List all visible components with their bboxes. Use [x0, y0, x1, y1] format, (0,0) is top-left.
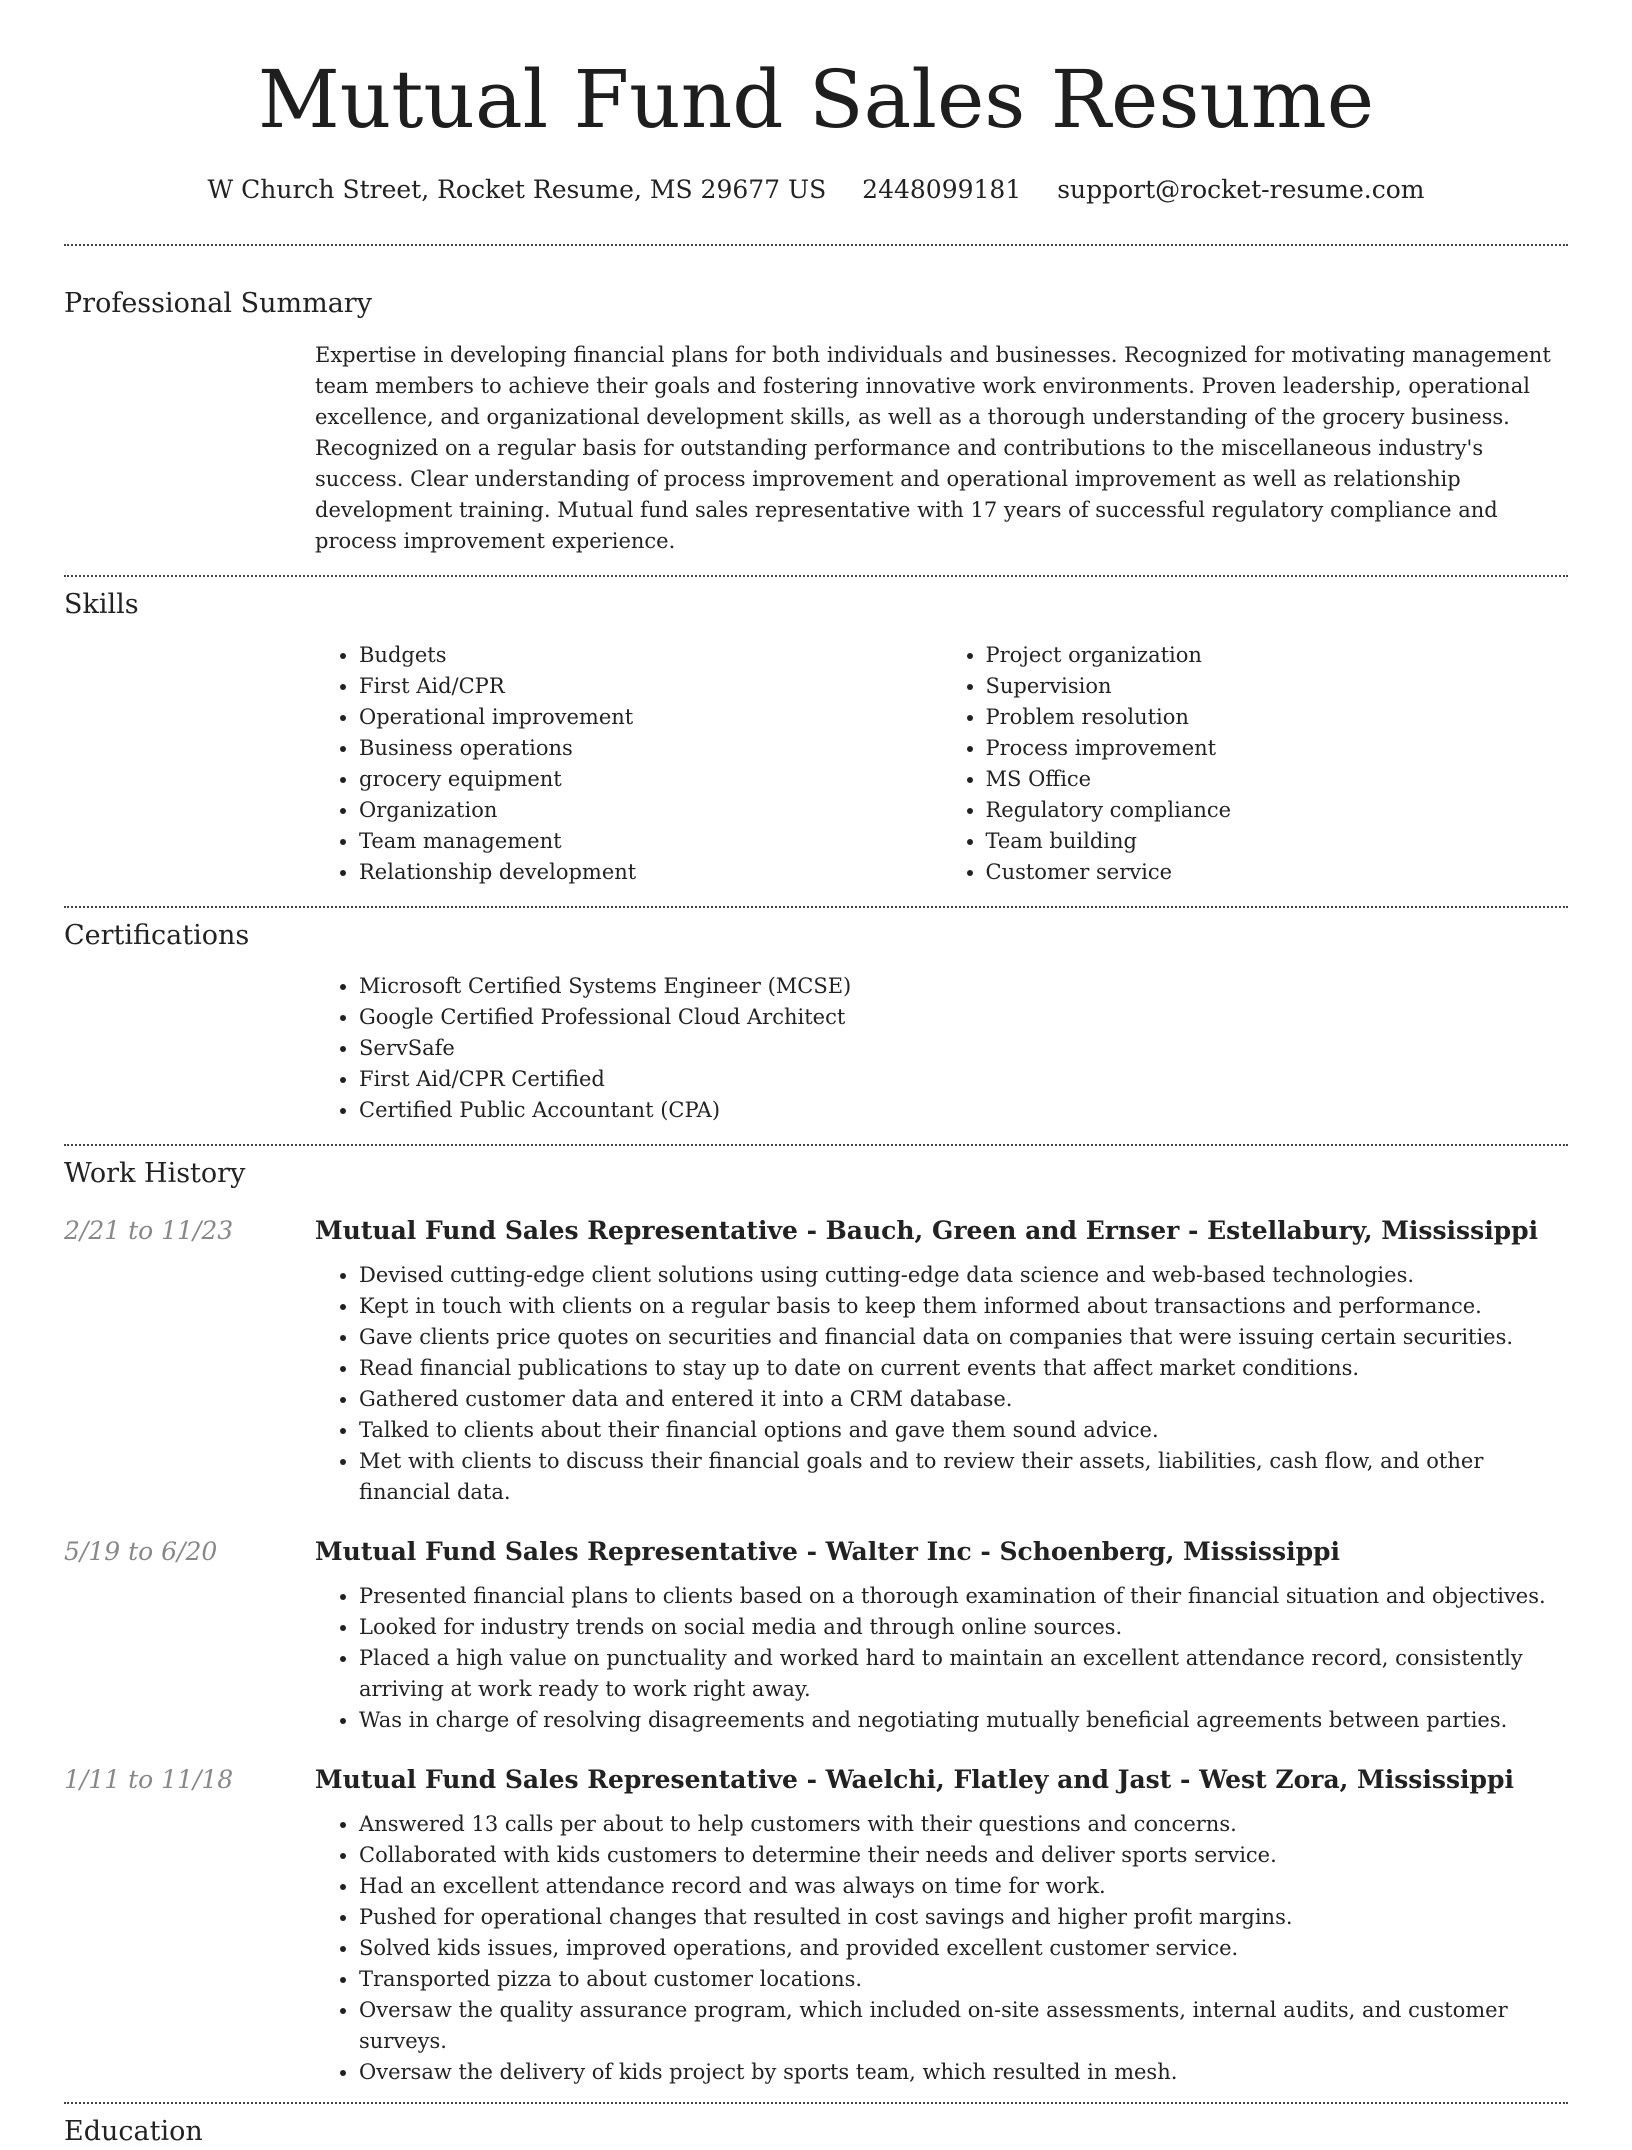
certification-item: • Google Certified Professional Cloud Architect — [359, 1002, 1568, 1033]
skill-item: • grocery equipment — [359, 764, 942, 795]
job-title: Mutual Fund Sales Representative - Walter Inc - Schoenberg, Mississippi — [315, 1537, 1341, 1566]
job-dates: 5/19 to 6/20 — [64, 1537, 218, 1566]
summary-text: Expertise in developing financial plans for both individuals and businesses. Recognized for motivating management team members to achieve their goals and fostering innovative work environments. Proven leadership, operational excellence, and organizational development skills, as well as a thorough understanding of the grocery business. Recognized on a regular basis for outstanding performance and contributions to the miscellaneous industry's success. Clear understanding of process improvement and operational improvement as well as relationship development training. Mutual fund sales representative with 17 years of successful regulatory compliance and process improvement experience. — [315, 343, 1551, 553]
resume-title: Mutual Fund Sales Resume — [257, 53, 1375, 146]
skill-item: • Supervision — [986, 671, 1569, 702]
education-heading: Education — [64, 2116, 203, 2147]
summary-heading: Professional Summary — [64, 288, 372, 319]
job-bullets — [315, 1581, 1568, 1736]
job-bullet: • Solved kids issues, improved operations, and provided excellent customer service. — [359, 1933, 1568, 1964]
job-content — [315, 1214, 1568, 1508]
job-bullets — [315, 1260, 1568, 1508]
skill-item: • Team building — [986, 826, 1569, 857]
job-title: Mutual Fund Sales Representative - Waelchi, Flatley and Jast - West Zora, Mississippi — [315, 1765, 1514, 1794]
job-content — [315, 1763, 1568, 2088]
job-bullet: • Oversaw the delivery of kids project by sports team, which resulted in mesh. — [359, 2057, 1568, 2088]
job-bullet: • Oversaw the quality assurance program, which included on-site assessments, internal audits, and customer surveys. — [359, 1995, 1568, 2057]
job-content — [315, 1535, 1568, 1736]
contact-address: W Church Street, Rocket Resume, MS 29677 US — [207, 175, 827, 204]
job-bullet: • Pushed for operational changes that resulted in cost savings and higher profit margins. — [359, 1902, 1568, 1933]
skill-item: • Problem resolution — [986, 702, 1569, 733]
job-bullet: • Gave clients price quotes on securities and financial data on companies that were issuing certain securities. — [359, 1322, 1568, 1353]
certifications-list — [315, 971, 1568, 1126]
skills-list-right — [942, 640, 1569, 888]
skill-item: • MS Office — [986, 764, 1569, 795]
skill-item: • Operational improvement — [359, 702, 942, 733]
skills-heading: Skills — [64, 589, 139, 620]
job-bullets — [315, 1809, 1568, 2088]
skill-item: • First Aid/CPR — [359, 671, 942, 702]
skills-list-left — [315, 640, 942, 888]
skills-section — [64, 577, 1568, 888]
job-entry — [64, 1214, 1568, 1508]
skill-item: • Organization — [359, 795, 942, 826]
certification-item: • ServSafe — [359, 1033, 1568, 1064]
job-entry — [64, 1535, 1568, 1736]
skill-item: • Customer service — [986, 857, 1569, 888]
summary-section — [64, 246, 1568, 557]
education-section — [64, 2104, 1568, 2150]
skill-item: • Budgets — [359, 640, 942, 671]
contact-email: support@rocket-resume.com — [1057, 175, 1425, 204]
job-title: Mutual Fund Sales Representative - Bauch, Green and Ernser - Estellabury, Mississippi — [315, 1216, 1539, 1245]
job-bullet: • Had an excellent attendance record and was always on time for work. — [359, 1871, 1568, 1902]
skill-item: • Business operations — [359, 733, 942, 764]
job-bullet: • Looked for industry trends on social media and through online sources. — [359, 1612, 1568, 1643]
certifications-heading: Certifications — [64, 920, 250, 951]
job-dates: 2/21 to 11/23 — [64, 1216, 234, 1245]
work-heading: Work History — [64, 1158, 246, 1189]
certifications-content — [315, 971, 1568, 1126]
work-section — [64, 1146, 1568, 2088]
job-bullet: • Devised cutting-edge client solutions using cutting-edge data science and web-based technologies. — [359, 1260, 1568, 1291]
skill-item: • Regulatory compliance — [986, 795, 1569, 826]
job-bullet: • Gathered customer data and entered it into a CRM database. — [359, 1384, 1568, 1415]
job-bullet: • Talked to clients about their financial options and gave them sound advice. — [359, 1415, 1568, 1446]
job-bullet: • Placed a high value on punctuality and worked hard to maintain an excellent attendance record, consistently arriving at work ready to work right away. — [359, 1643, 1568, 1705]
skill-item: • Team management — [359, 826, 942, 857]
contact-phone: 2448099181 — [862, 175, 1022, 204]
job-bullet: • Transported pizza to about customer locations. — [359, 1964, 1568, 1995]
certification-item: • Microsoft Certified Systems Engineer (MCSE) — [359, 971, 1568, 1002]
certification-item: • Certified Public Accountant (CPA) — [359, 1095, 1568, 1126]
resume-header — [64, 0, 1568, 206]
job-bullet: • Met with clients to discuss their financial goals and to review their assets, liabilities, cash flow, and other financial data. — [359, 1446, 1568, 1508]
skills-columns — [315, 640, 1568, 888]
job-bullet: • Was in charge of resolving disagreements and negotiating mutually beneficial agreements between parties. — [359, 1705, 1568, 1736]
job-bullet: • Kept in touch with clients on a regular basis to keep them informed about transactions and performance. — [359, 1291, 1568, 1322]
resume-page — [64, 0, 1568, 2150]
skill-item: • Process improvement — [986, 733, 1569, 764]
job-entry — [64, 1763, 1568, 2088]
job-bullet: • Answered 13 calls per about to help customers with their questions and concerns. — [359, 1809, 1568, 1840]
skill-item: • Relationship development — [359, 857, 942, 888]
summary-content — [315, 340, 1568, 557]
skill-item: • Project organization — [986, 640, 1569, 671]
job-bullet: • Collaborated with kids customers to determine their needs and deliver sports service. — [359, 1840, 1568, 1871]
contact-line — [64, 174, 1568, 206]
job-bullet: • Read financial publications to stay up to date on current events that affect market conditions. — [359, 1353, 1568, 1384]
certification-item: • First Aid/CPR Certified — [359, 1064, 1568, 1095]
certifications-section — [64, 908, 1568, 1126]
job-bullet: • Presented financial plans to clients based on a thorough examination of their financial situation and objectives. — [359, 1581, 1568, 1612]
job-dates: 1/11 to 11/18 — [64, 1765, 234, 1794]
